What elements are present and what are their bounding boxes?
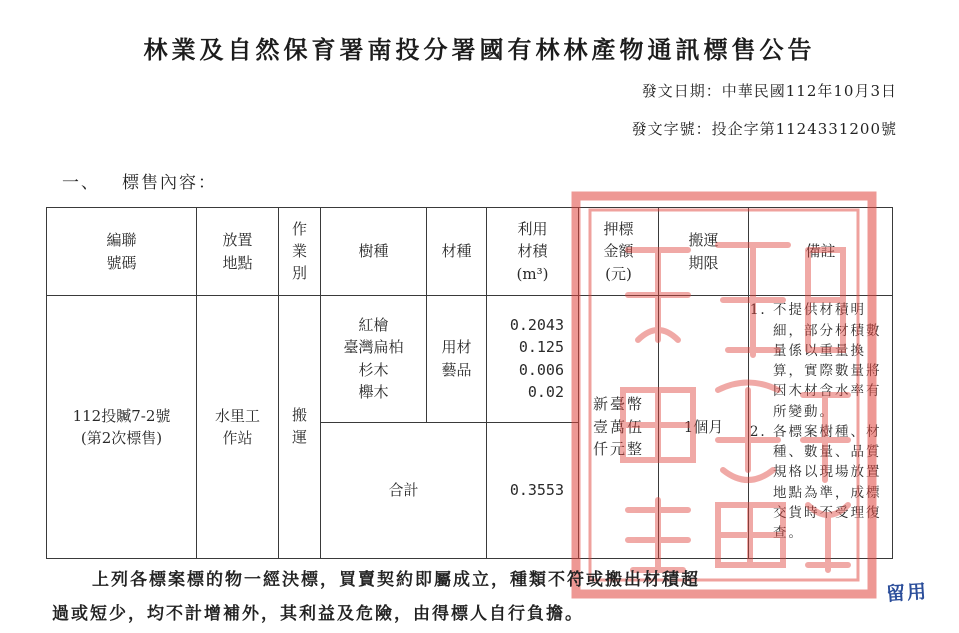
header-material: 材種 <box>427 208 487 296</box>
volume-item: 0.2043 <box>509 315 564 334</box>
cell-work-type: 搬運 <box>279 296 321 559</box>
species-item: 紅檜 <box>358 315 389 334</box>
footer-line1: 上列各標案標的物一經決標，買賣契約即屬成立，種類不符或搬出材積超 <box>92 570 700 590</box>
total-value: 0.3553 <box>487 422 579 558</box>
cell-species <box>321 296 427 422</box>
remark-item: 2. 各標案樹種、材種、數量、品質規格以現場放置地點為準，成標交貨時不受理復查。 <box>773 422 886 544</box>
header-volume-unit: (m³) <box>516 264 549 283</box>
header-species: 樹種 <box>321 208 427 296</box>
volume-item: 0.006 <box>518 360 564 379</box>
issue-date: 發文日期：中華民國112年10月3日 <box>641 82 897 100</box>
section-heading <box>62 168 217 193</box>
issue-number: 發文字號：投企字第1124331200號 <box>631 120 897 138</box>
code-line2: (第2次標售) <box>80 429 163 448</box>
cell-period: 1個月 <box>659 296 749 559</box>
header-code: 編聯號碼 <box>47 208 197 296</box>
header-period-line2: 期限 <box>688 253 719 272</box>
header-deposit <box>579 208 659 296</box>
volume-item: 0.02 <box>527 383 564 402</box>
footer-notice <box>52 563 902 631</box>
remark-item: 1. 不提供材積明細，部分材積數量係以重量換算，實際數量將因木材含水率有所變動。 <box>773 300 886 422</box>
section-number: 一、 <box>62 173 100 193</box>
cell-volume <box>487 296 579 422</box>
header-volume <box>487 208 579 296</box>
cell-location: 水里工作站 <box>197 296 279 559</box>
table-header-row <box>47 208 893 296</box>
cell-material <box>427 296 487 422</box>
header-deposit-line3: (元) <box>605 264 632 283</box>
header-location: 放置地點 <box>197 208 279 296</box>
header-remarks: 備註 <box>749 208 893 296</box>
deposit-line2: 壹萬伍 <box>592 417 644 436</box>
species-item: 杉木 <box>358 360 389 379</box>
header-work-type: 作業別 <box>279 208 321 296</box>
species-item: 臺灣扁柏 <box>343 338 404 357</box>
footer-line2: 過或短少，均不計增補外，其利益及危險，由得標人自行負擔。 <box>52 604 584 624</box>
total-label: 合計 <box>321 422 487 558</box>
cell-remarks <box>749 296 893 559</box>
header-volume-line2: 材積 <box>517 242 548 261</box>
section-label: 標售內容： <box>122 173 217 193</box>
material-item: 藝品 <box>441 360 472 379</box>
cell-code <box>47 296 197 559</box>
header-deposit-line2: 金額 <box>603 242 634 261</box>
header-deposit-line1: 押標 <box>603 219 634 238</box>
header-volume-line1: 利用 <box>517 219 548 238</box>
page-title: 林業及自然保育署南投分署國有林林產物通訊標售公告 <box>143 35 816 64</box>
species-item: 櫸木 <box>358 383 389 402</box>
bid-table <box>46 207 893 559</box>
code-line1: 112投贓7-2號 <box>72 406 171 425</box>
header-period <box>659 208 749 296</box>
header-period-line1: 搬運 <box>688 231 719 250</box>
retain-stamp: 留用 <box>885 580 929 606</box>
material-item: 用材 <box>441 338 472 357</box>
volume-item: 0.125 <box>518 338 564 357</box>
table-row <box>47 296 893 422</box>
deposit-line1: 新臺幣 <box>592 395 644 414</box>
cell-deposit <box>579 296 659 559</box>
deposit-line3: 仟元整 <box>592 440 644 459</box>
